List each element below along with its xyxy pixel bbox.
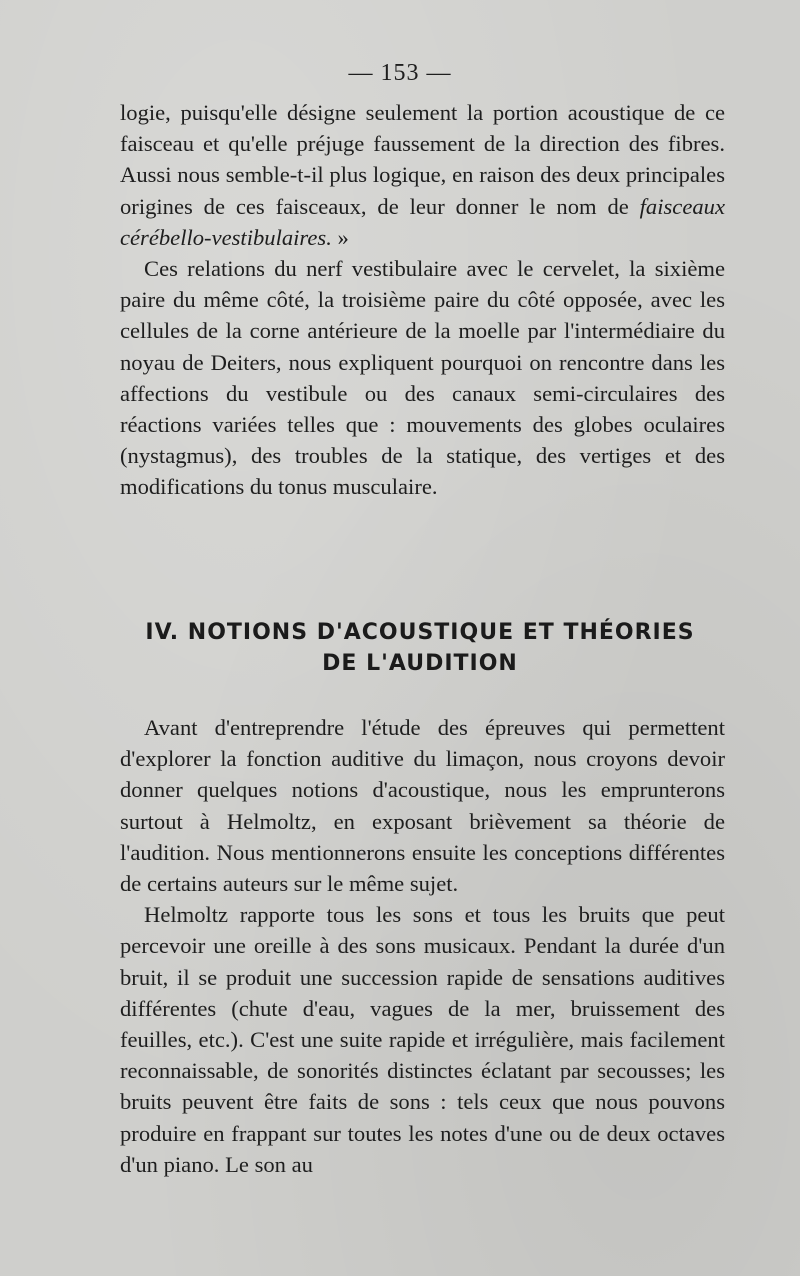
italic-term: faisceaux cérébello-vestibulaires. — [120, 193, 725, 250]
paragraph-text: logie, puisqu'elle désigne seulement la portion acoustique de ce faisceau et qu'elle préjuge faussement de la direction des fibres. Aussi nous semble-t-il plus logique, en raison des deux principales origines de ces faisceaux, de leur donner le nom de — [120, 100, 725, 219]
heading-line-1: IV. NOTIONS D'ACOUSTIQUE ET THÉORIES — [145, 620, 695, 645]
page-number: — 153 — — [348, 60, 452, 86]
paragraph-continuation — [120, 97, 725, 253]
section-text-acoustics — [120, 712, 725, 1180]
paragraph-helmoltz: Helmoltz rapporte tous les sons et tous les bruits que peut percevoir une oreille à des sons musicaux. Pendant la durée d'un bruit, il se produit une succession rapide de sensations auditives différentes (chute d'eau, vagues de la mer, bruissement des feuilles, etc.). C'est une suite rapide et irrégulière, mais facilement reconnaissable, de sonorités distinctes éclatant par secousses; les bruits peuvent être faits de sons : tels ceux que nous pouvons produire en frappant sur toutes les notes d'une ou de deux octaves d'un piano. Le son au — [120, 902, 725, 1177]
paragraph-intro: Avant d'entreprendre l'étude des épreuves qui permettent d'explorer la fonction auditive du limaçon, nous croyons devoir donner quelques notions d'acoustique, nous les emprunterons surtout à Helmoltz, en exposant brièvement sa théorie de l'audition. Nous mentionnerons ensuite les conceptions différentes de certains auteurs sur le même sujet. — [120, 715, 725, 897]
closing-quote: » — [331, 224, 349, 250]
paragraph-relations: Ces relations du nerf vestibulaire avec le cervelet, la sixième paire du même côté, la troisième paire du côté opposée, avec les cellules de la corne antérieure de la moelle par l'intermédiaire du noyau de Deiters, nous expliquent pourquoi on rencontre dans les affections du vestibule ou des canaux semi-circulaires des réactions variées telles que : mouvements des globes oculaires (nystagmus), des troubles de la statique, des vertiges et des modifications du tonus musculaire. — [120, 256, 725, 500]
section-text-nerve — [120, 97, 725, 503]
section-heading — [110, 617, 730, 679]
heading-line-2: DE L'AUDITION — [322, 651, 518, 676]
